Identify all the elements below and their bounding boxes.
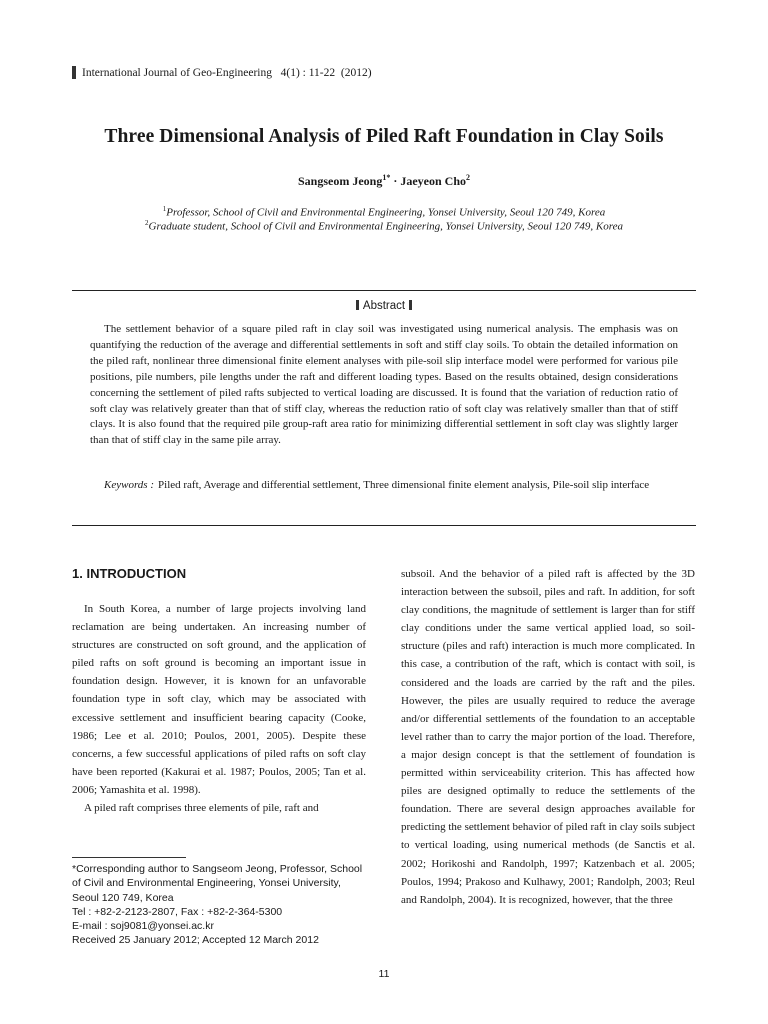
section-heading-introduction: 1. INTRODUCTION (72, 566, 187, 581)
header-bar-mark (72, 66, 76, 79)
author-1-marker: 1* (382, 173, 391, 182)
journal-citation-text: International Journal of Geo-Engineering 4(1) : 11-22 (2012) (82, 66, 372, 79)
journal-citation (72, 66, 372, 79)
footnote-dates: Received 25 January 2012; Accepted 12 March 2012 (72, 934, 319, 947)
intro-paragraph-1: In South Korea, a number of large projects involving land reclamation are being undertaken. An increasing number of structures are constructed on soft ground, and the application of piled rafts on soft ground is becoming an important issue in foundation design. However, it is known for an unfavorable foundation type in soft clay, which may be associated with excessive settlement and insufficient bearing capacity (Cooke, 1986; Lee et al. 2010; Poulos, 2001, 2005). Despite these concerns, a few successful applications of piled rafts on soft clay have been reported (Kakurai et al. 1987; Poulos, 2005; Tan et al. 2006; Yamashita et al. 1998). (72, 603, 366, 796)
affiliation-2-marker: 2 (145, 219, 149, 227)
author-1-name: Sangseom Jeong (297, 174, 383, 188)
footnote-email: E-mail : soj9081@yonsei.ac.kr (72, 920, 214, 933)
footnote-line: *Corresponding author to Sangseom Jeong, Professor, School (72, 863, 363, 875)
intro-paragraph-2: A piled raft comprises three elements of pile, raft and (84, 802, 319, 815)
author-2-marker: 2 (466, 173, 471, 182)
intro-paragraph-continued: subsoil. And the behavior of a piled raft is affected by the 3D interaction between the subsoil, piles and raft. In addition, for soft clay conditions, the magnitude of settlement is larger than for stiff clay conditions under the same vertical applied load, so soil-structure (piles and raft) interaction is much more complicated. In this case, a contribution of the raft, which is contact with soil, is considered and the loads are carried by the raft and the piles. However, the piles are usually required to reduce the average and/or differential settlements of the foundation to an acceptable level rather than to carry the major portion of the load. Therefore, a major design concept is that the settlement of foundation is permitted within serviceability criterion. This has affected how piles are designed optimally to reduce the settlements of the foundation. There are several design approaches available for predicting the settlement behavior of piled raft in clay soils subject to vertical loading, using numerical methods (de Sanctis et al. 2002; Horikoshi and Randolph, 1997; Katzenbach et al. 2005; Poulos, 1994; Prakoso and Kulhawy, 2001; Randolph, 2003; Reul and Randolph, 2004). It is recognized, however, that the three (401, 568, 695, 906)
affiliation-2 (0, 219, 768, 233)
footnote-line: of Civil and Environmental Engineering, Yonsei University, (72, 877, 341, 890)
affiliation-1-marker: 1 (162, 205, 167, 213)
footnote-rule (72, 857, 186, 858)
abstract-heading (0, 300, 768, 312)
paper-title: Three Dimensional Analysis of Piled Raft Foundation in Clay Soils (104, 126, 664, 147)
keywords-label: Keywords : (104, 479, 155, 491)
keywords-list: Piled raft, Average and differential settlement, Three dimensional finite element analysis, Pile-soil slip interface (158, 479, 650, 491)
abstract-body (90, 322, 678, 449)
abstract-bar-left (356, 300, 359, 310)
author-separator: · (390, 174, 401, 188)
affiliation-1-text: Professor, School of Civil and Environmental Engineering, Yonsei University, Seoul 120 749, Korea (166, 206, 606, 219)
footnote-line: Seoul 120 749, Korea (72, 891, 174, 904)
corresponding-author-footnote (72, 862, 372, 948)
keywords-block (104, 477, 680, 493)
abstract-bar-right (409, 300, 412, 310)
left-column (72, 600, 366, 817)
abstract-label: Abstract (362, 300, 406, 312)
abstract-paragraph: The settlement behavior of a square piled raft in clay soil was investigated using numerical analysis. The emphasis was on quantifying the reduction of the average and differential settlements in soft and stiff clay soils. To obtain the detailed information on the piled raft, nonlinear three dimensional finite element analyses with pile-soil slip interface model were performed for various pile positions, pile numbers, pile lengths under the raft and different loading types. Based on the results obtained, design considerations concerning the settlement of piled rafts subjected to vertical loading are discussed. It is found that the variation of reduction ratio of soft clay was relatively greater than that of stiff clay, whereas the reduction ratio of soft clay was relatively smaller than that of stiff clays. It is also found that the required pile group-raft area ratio for minimizing differential settlement in soft clay was slightly larger than that of stiff clay in the same pile array. (90, 323, 678, 447)
affiliation-1 (0, 205, 768, 219)
author-line (0, 173, 768, 189)
right-column (401, 565, 695, 909)
footnote-line: Tel : +82-2-2123-2807, Fax : +82-2-364-5300 (72, 905, 283, 918)
affiliation-2-text: Graduate student, School of Civil and Environmental Engineering, Yonsei University, Seoul 120 749, Korea (148, 220, 623, 233)
abstract-bottom-rule (72, 525, 696, 526)
abstract-top-rule (72, 290, 696, 291)
page-number: 11 (378, 968, 390, 980)
author-2-name: Jaeyeon Cho (400, 174, 467, 188)
